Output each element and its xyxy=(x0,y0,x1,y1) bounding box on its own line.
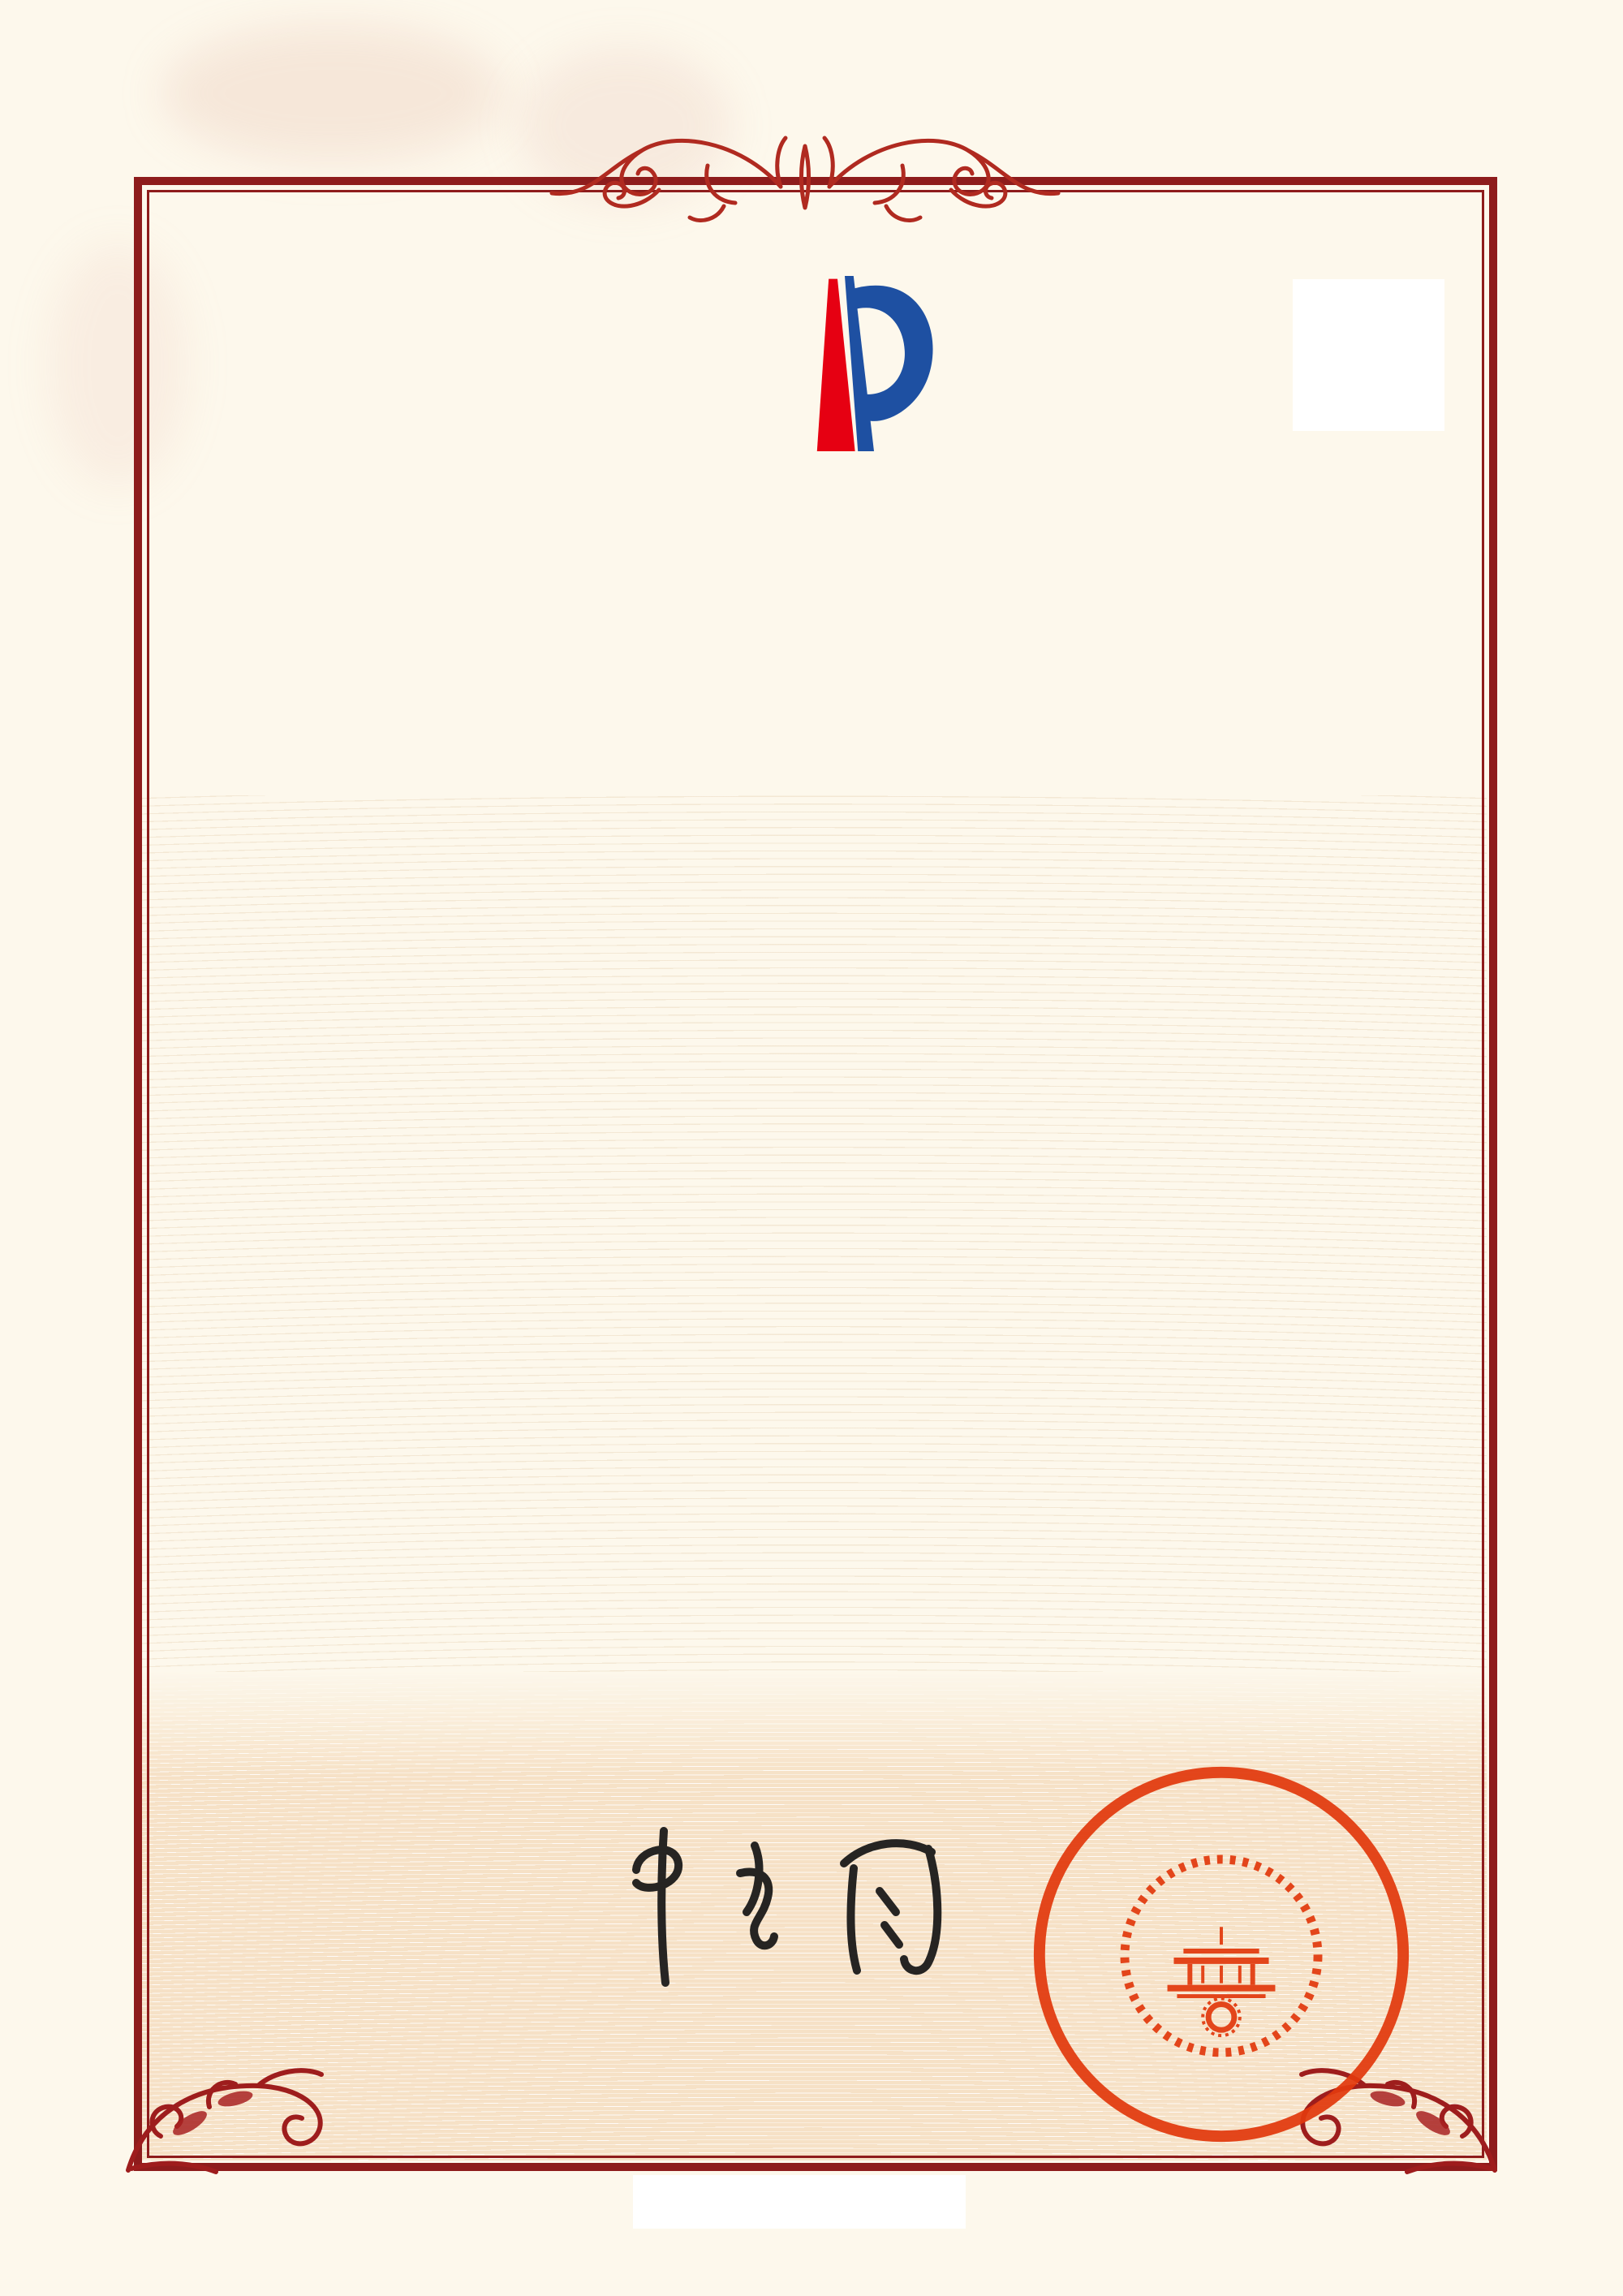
director-signature xyxy=(601,1816,982,1991)
qr-code xyxy=(1293,279,1444,431)
field-filing-date xyxy=(229,986,1422,1019)
barcode xyxy=(226,1722,536,1752)
field-invention-name xyxy=(229,686,1422,718)
continuation-note-box xyxy=(633,2175,966,2229)
marble-smudge xyxy=(162,24,503,162)
legal-text xyxy=(227,1336,1406,1338)
national-emblem xyxy=(1125,1859,1318,2053)
field-grant-number xyxy=(860,1268,1094,1300)
field-inventor xyxy=(229,786,1422,818)
cnipa-logo xyxy=(691,268,940,474)
official-seal xyxy=(1024,1755,1419,2149)
field-grant-row xyxy=(229,1268,1422,1300)
field-patentee xyxy=(229,1086,1422,1118)
field-address xyxy=(229,1177,1422,1224)
field-patent-number xyxy=(229,886,1422,919)
